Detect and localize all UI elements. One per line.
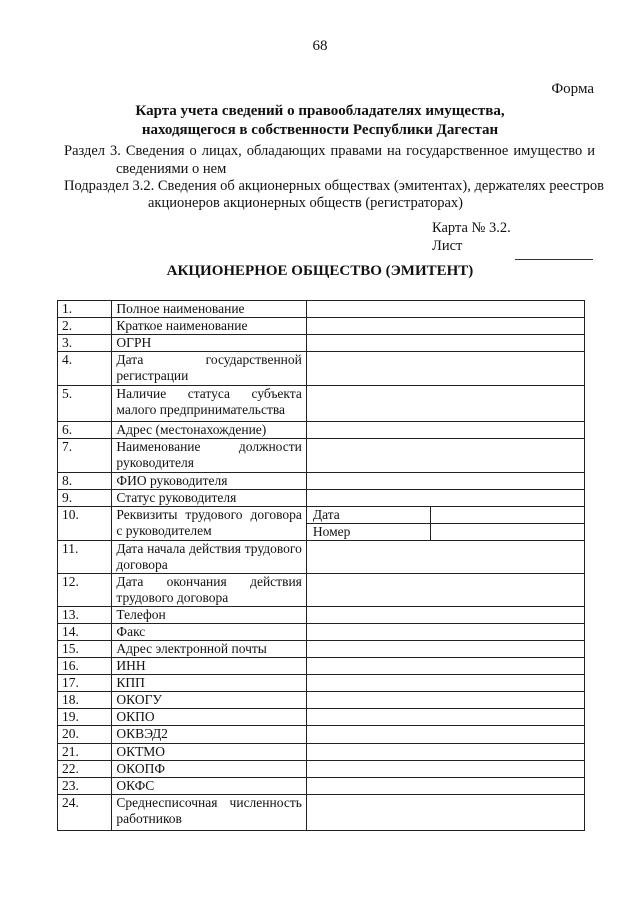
table-row <box>58 507 585 541</box>
table-row <box>58 352 585 386</box>
row-value-field[interactable] <box>306 574 584 607</box>
table-row <box>58 658 585 675</box>
sheet-number-line <box>515 259 593 260</box>
row-label: ОГРН <box>116 335 152 350</box>
table-row <box>58 473 585 490</box>
row-number: 20. <box>58 726 112 744</box>
table-row <box>58 726 585 744</box>
row-label: Краткое наименование <box>116 318 248 333</box>
row-value-field[interactable] <box>306 386 584 422</box>
row-value-field[interactable] <box>306 744 584 761</box>
row-value-field[interactable] <box>306 352 584 386</box>
row-value-field[interactable] <box>306 641 584 658</box>
row-value-field[interactable] <box>306 761 584 778</box>
row-label: ИНН <box>116 658 146 673</box>
company-info-table <box>57 300 585 831</box>
row-number: 7. <box>58 439 112 473</box>
row-label: ОКОГУ <box>116 692 162 707</box>
row-label: Дата окончания действия трудового договора <box>116 574 302 605</box>
row-value-field[interactable] <box>306 675 584 692</box>
table-row <box>58 692 585 709</box>
subsection-line-1: Подраздел 3.2. Сведения об акционерных обществах (эмитентах), держателях реестров <box>64 178 604 194</box>
row-value-field[interactable] <box>306 726 584 744</box>
row-value-field[interactable] <box>306 658 584 675</box>
section-line-1: Раздел 3. Сведения о лицах, обладающих правами на государственное имущество и <box>64 143 595 159</box>
row-number: 23. <box>58 778 112 795</box>
row-label: ОКПО <box>116 709 155 724</box>
table-row <box>58 607 585 624</box>
contract-sub-value-field[interactable] <box>430 524 584 541</box>
row-label: Дата государственной регистрации <box>116 352 302 383</box>
table-row <box>58 386 585 422</box>
row-number: 14. <box>58 624 112 641</box>
row-number: 11. <box>58 541 112 574</box>
row-value-field[interactable] <box>306 335 584 352</box>
row-value-field[interactable] <box>306 795 584 831</box>
table-row <box>58 574 585 607</box>
row-number: 17. <box>58 675 112 692</box>
row-label: ОКФС <box>116 778 155 793</box>
row-label: Адрес электронной почты <box>116 641 267 656</box>
page-number: 68 <box>312 38 328 54</box>
contract-details-subtable <box>307 507 584 540</box>
row-value-field[interactable] <box>306 692 584 709</box>
row-number: 10. <box>58 507 112 541</box>
row-label: ФИО руководителя <box>116 473 228 488</box>
table-row <box>58 422 585 439</box>
row-label: Дата начала действия трудового договора <box>116 541 302 572</box>
document-title-line-2: находящегося в собственности Республики Дагестан <box>141 122 499 138</box>
table-row <box>58 778 585 795</box>
row-value-field[interactable] <box>306 490 584 507</box>
row-value-field[interactable] <box>306 607 584 624</box>
row-label: КПП <box>116 675 145 690</box>
row-number: 24. <box>58 795 112 831</box>
row-number: 1. <box>58 301 112 318</box>
row-label: Среднесписочная численность работников <box>116 795 302 826</box>
row-label: ОКВЭД2 <box>116 726 168 741</box>
section-line-2: сведениями о нем <box>116 161 227 177</box>
row-number: 6. <box>58 422 112 439</box>
row-value-field[interactable] <box>306 624 584 641</box>
subsection-line-2: акционеров акционерных обществ (регистраторах) <box>148 195 463 211</box>
row-label: Факс <box>116 624 146 639</box>
contract-sub-label: Номер <box>307 524 431 541</box>
row-number: 19. <box>58 709 112 726</box>
table-row <box>58 675 585 692</box>
row-number: 21. <box>58 744 112 761</box>
table-row <box>58 761 585 778</box>
form-heading: АКЦИОНЕРНОЕ ОБЩЕСТВО (ЭМИТЕНТ) <box>166 263 474 279</box>
row-label: ОКОПФ <box>116 761 165 776</box>
table-row <box>58 624 585 641</box>
table-row <box>58 335 585 352</box>
row-value-field[interactable] <box>306 709 584 726</box>
row-number: 16. <box>58 658 112 675</box>
table-row <box>58 641 585 658</box>
card-number: Карта № 3.2. <box>432 220 511 236</box>
row-label: Наименование должности руководителя <box>116 439 302 470</box>
contract-sub-value-field[interactable] <box>430 507 584 524</box>
table-row <box>58 301 585 318</box>
row-value-field[interactable] <box>306 507 584 541</box>
table-row <box>58 541 585 574</box>
row-number: 18. <box>58 692 112 709</box>
row-label: Телефон <box>116 607 166 622</box>
form-label: Форма <box>551 81 594 97</box>
row-number: 13. <box>58 607 112 624</box>
row-value-field[interactable] <box>306 439 584 473</box>
table-row <box>58 795 585 831</box>
row-value-field[interactable] <box>306 301 584 318</box>
row-label: Наличие статуса субъекта малого предпринимательства <box>116 386 302 417</box>
row-label: Статус руководителя <box>116 490 237 505</box>
row-number: 22. <box>58 761 112 778</box>
row-label: Реквизиты трудового договора с руководителем <box>116 507 302 538</box>
row-number: 2. <box>58 318 112 335</box>
table-row <box>58 439 585 473</box>
row-label: Полное наименование <box>116 301 245 316</box>
row-number: 9. <box>58 490 112 507</box>
table-row <box>58 709 585 726</box>
row-number: 4. <box>58 352 112 386</box>
row-value-field[interactable] <box>306 318 584 335</box>
row-value-field[interactable] <box>306 778 584 795</box>
document-title-line-1: Карта учета сведений о правообладателях имущества, <box>135 103 505 119</box>
row-number: 3. <box>58 335 112 352</box>
row-number: 8. <box>58 473 112 490</box>
table-row <box>58 744 585 761</box>
table-row <box>58 318 585 335</box>
contract-sub-label: Дата <box>307 507 431 524</box>
row-value-field[interactable] <box>306 422 584 439</box>
row-label: ОКТМО <box>116 744 165 759</box>
row-value-field[interactable] <box>306 473 584 490</box>
table-row <box>58 490 585 507</box>
row-number: 15. <box>58 641 112 658</box>
row-value-field[interactable] <box>306 541 584 574</box>
row-number: 5. <box>58 386 112 422</box>
row-number: 12. <box>58 574 112 607</box>
row-label: Адрес (местонахождение) <box>116 422 267 437</box>
sheet-label: Лист <box>432 238 463 254</box>
